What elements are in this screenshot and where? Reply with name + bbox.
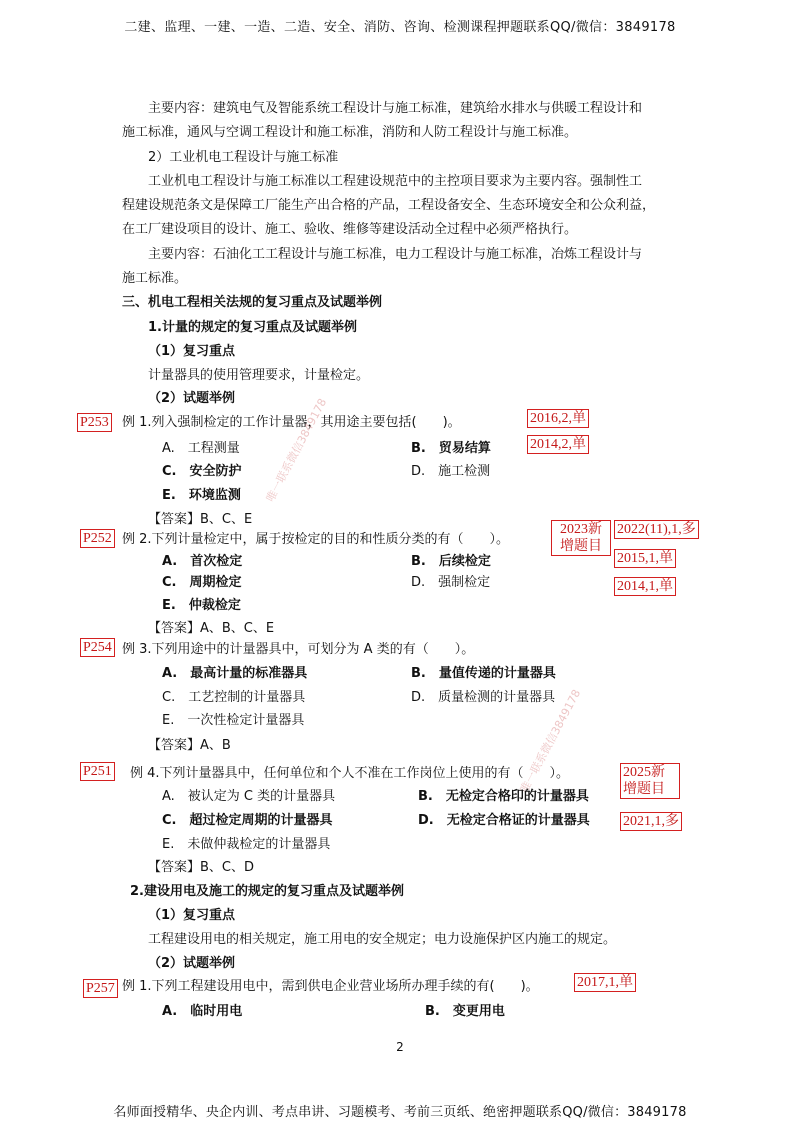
- option: B. 无检定合格印的计量器具: [418, 789, 589, 804]
- option: C. 工艺控制的计量器具: [162, 690, 306, 705]
- option: A. 临时用电: [162, 1004, 243, 1019]
- page-header: 二建、监理、一建、一造、二造、安全、消防、咨询、检测课程押题联系QQ/微信：3849178: [124, 20, 676, 35]
- answer: 【答案】B、C、E: [148, 512, 253, 527]
- paragraph-line: 工业机电工程设计与施工标准以工程建设规范中的主控项目要求为主要内容。强制性工: [148, 174, 643, 189]
- review-heading: （1）复习重点: [148, 908, 236, 923]
- subsection-heading: 1.计量的规定的复习重点及试题举例: [148, 320, 357, 335]
- option: A. 被认定为 C 类的计量器具: [162, 789, 336, 804]
- exam-year-tag: 2023新增题目: [551, 520, 611, 556]
- option: E. 一次性检定计量器具: [162, 713, 305, 728]
- review-text: 工程建设用电的相关规定，施工用电的安全规定；电力设施保护区内施工的规定。: [148, 932, 617, 947]
- option: A. 首次检定: [162, 554, 243, 569]
- question-stem: 例 1.下列工程建设用电中，需到供电企业营业场所办理手续的有( )。: [122, 979, 539, 994]
- page-ref-tag: P253: [77, 413, 112, 432]
- question-stem: 例 4.下列计量器具中，任何单位和个人不准在工作岗位上使用的有（ ）。: [130, 766, 570, 781]
- watermark: 唯一联系微信3849178: [263, 396, 330, 505]
- paragraph-line: 主要内容：石油化工工程设计与施工标准，电力工程设计与施工标准，冶炼工程设计与: [148, 247, 643, 262]
- exam-year-tag: 2016,2,单: [527, 409, 589, 428]
- option: E. 环境监测: [162, 488, 241, 503]
- examples-heading: （2）试题举例: [148, 956, 236, 971]
- paragraph-line: 在工厂建设项目的设计、施工、验收、维修等建设活动全过程中必须严格执行。: [122, 222, 578, 237]
- answer: 【答案】A、B、C、E: [148, 621, 275, 636]
- option: B. 贸易结算: [411, 441, 491, 456]
- exam-year-tag: 2021,1,多: [620, 812, 682, 831]
- section-heading: 三、机电工程相关法规的复习重点及试题举例: [122, 295, 383, 310]
- option: E. 仲裁检定: [162, 598, 241, 613]
- page-ref-tag: P252: [80, 529, 115, 548]
- option: C. 安全防护: [162, 464, 242, 479]
- page-ref-tag: P254: [80, 638, 115, 657]
- option: D. 质量检测的计量器具: [411, 690, 556, 705]
- answer: 【答案】A、B: [148, 738, 231, 753]
- option: B. 量值传递的计量器具: [411, 666, 556, 681]
- option: D. 强制检定: [411, 575, 491, 590]
- option: E. 未做仲裁检定的计量器具: [162, 837, 331, 852]
- review-heading: （1）复习重点: [148, 344, 236, 359]
- page-number: 2: [396, 1040, 404, 1054]
- examples-heading: （2）试题举例: [148, 391, 236, 406]
- option: D. 施工检测: [411, 464, 491, 479]
- page-ref-tag: P251: [80, 762, 115, 781]
- exam-year-tag: 2025新增题目: [620, 763, 680, 799]
- question-stem: 例 3.下列用途中的计量器具中，可划分为 A 类的有（ ）。: [122, 642, 475, 657]
- paragraph-line: 施工标准，通风与空调工程设计和施工标准，消防和人防工程设计与施工标准。: [122, 125, 578, 140]
- subsection-heading: 2.建设用电及施工的规定的复习重点及试题举例: [130, 884, 404, 899]
- exam-year-tag: 2017,1,单: [574, 973, 636, 992]
- exam-year-tag: 2014,2,单: [527, 435, 589, 454]
- review-text: 计量器具的使用管理要求，计量检定。: [148, 368, 370, 383]
- answer: 【答案】B、C、D: [148, 860, 255, 875]
- option: A. 工程测量: [162, 441, 240, 456]
- question-stem: 例 2.下列计量检定中，属于按检定的目的和性质分类的有（ ）。: [122, 532, 510, 547]
- question-stem: 例 1.列入强制检定的工作计量器，其用途主要包括( )。: [122, 415, 461, 430]
- paragraph-line: 施工标准。: [122, 271, 188, 286]
- option: B. 后续检定: [411, 554, 491, 569]
- exam-year-tag: 2014,1,单: [614, 577, 676, 596]
- page-ref-tag: P257: [83, 979, 118, 998]
- exam-year-tag: 2022(11),1,多: [614, 520, 699, 539]
- option: C. 周期检定: [162, 575, 242, 590]
- paragraph-line: 主要内容：建筑电气及智能系统工程设计与施工标准，建筑给水排水与供暖工程设计和: [148, 101, 643, 116]
- page-footer: 名师面授精华、央企内训、考点串讲、习题模考、考前三页纸、绝密押题联系QQ/微信：3849178: [113, 1105, 687, 1120]
- option: C. 超过检定周期的计量器具: [162, 813, 333, 828]
- exam-year-tag: 2015,1,单: [614, 549, 676, 568]
- option: A. 最高计量的标准器具: [162, 666, 308, 681]
- option: B. 变更用电: [425, 1004, 505, 1019]
- watermark: 唯一联系微信3849178: [517, 687, 584, 796]
- paragraph-line: 程建设规范条文是保障工厂能生产出合格的产品，工程设备安全、生态环境安全和公众利益，: [122, 198, 656, 213]
- option: D. 无检定合格证的计量器具: [418, 813, 590, 828]
- subheading: 2）工业机电工程设计与施工标准: [148, 150, 339, 165]
